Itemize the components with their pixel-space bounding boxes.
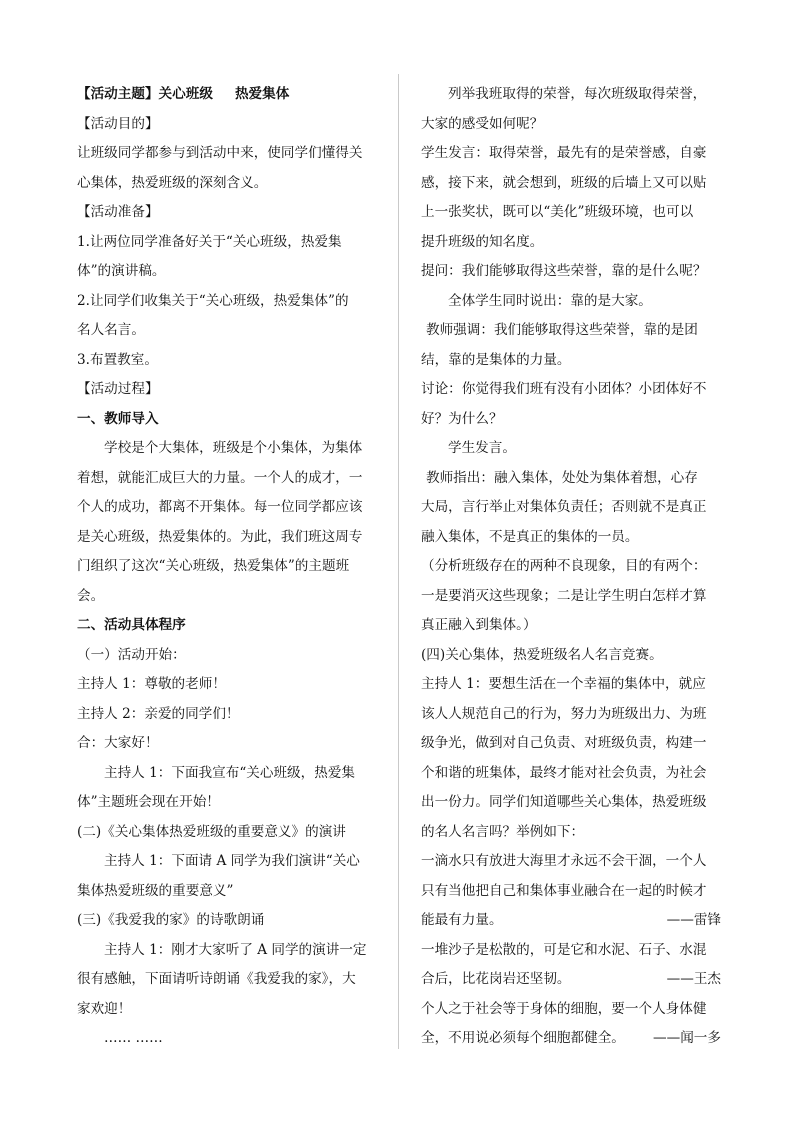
line-text: （分析班级存在的两种不良现象，目的有两个：: [421, 558, 707, 574]
text-line: [77, 375, 382, 405]
text-line: [77, 552, 382, 582]
text-line: [77, 906, 382, 936]
quote-attribution: ——雷锋: [666, 912, 721, 928]
text-line: [77, 493, 382, 523]
line-text: 真正融入到集体。）: [421, 617, 537, 633]
text-line: [421, 906, 721, 936]
line-text: 感，接下来，就会想到，班级的后墙上又可以贴: [421, 174, 707, 191]
line-text: 很有感触，下面请听诗朗诵《我爱我的家》，大: [77, 971, 356, 987]
line-text: 全，不用说必须每个细胞都健全。: [421, 1030, 625, 1046]
text-line: [77, 346, 382, 376]
line-text: 家欢迎！: [77, 1000, 132, 1017]
text-line: [421, 464, 721, 494]
text-line: [421, 788, 721, 818]
line-text: 主持人 1：刚才大家听了 A 同学的演讲一定: [104, 941, 367, 958]
line-text: 一滴水只有放进大海里才永远不会干涸，一个人: [421, 853, 707, 869]
line-text: 一是要消灭这些现象；二是让学生明白怎样才算: [421, 587, 707, 604]
line-text: 融入集体，不是真正的集体的一员。: [421, 528, 639, 545]
line-text: 出一份力。同学们知道哪些关心集体，热爱班级: [421, 794, 707, 810]
line-text: 好？为什么？: [421, 410, 503, 427]
line-text: 主持人 2：亲爱的同学们！: [77, 705, 240, 722]
text-line: [421, 877, 721, 907]
line-text: 上一张奖状，既可以“美化”班级环境，也可以: [421, 204, 694, 220]
column-divider: [398, 74, 399, 1049]
text-line: [77, 228, 382, 258]
line-text: 合后，比花岗岩还坚韧。: [421, 971, 571, 987]
text-line: [77, 729, 382, 759]
line-text: 主持人 1：下面我宣布“关心班级，热爱集: [104, 764, 356, 781]
text-line: [421, 582, 721, 612]
line-text: 门组织了这次“关心班级，热爱集体”的主题班: [77, 558, 350, 574]
text-line: [421, 759, 721, 789]
text-line: [421, 670, 721, 700]
text-line: [77, 788, 382, 818]
text-line: [77, 80, 382, 110]
text-line: [421, 1024, 721, 1054]
text-line: [421, 434, 721, 464]
line-text: 3.布置教室。: [77, 351, 158, 368]
line-text: (四)关心集体，热爱班级名人名言竞赛。: [421, 646, 663, 663]
text-line: [77, 316, 382, 346]
line-text: 体”主题班会现在开始！: [77, 794, 220, 810]
line-text: 个和谐的班集体，最终才能对社会负责，为社会: [421, 764, 707, 781]
line-text: 教师强调：我们能够取得这些荣誉，靠的是团: [426, 322, 698, 338]
text-line: [77, 995, 382, 1025]
text-line: [77, 110, 382, 140]
text-line: [421, 493, 721, 523]
text-line: [421, 995, 721, 1025]
text-line: [421, 818, 721, 848]
line-text: 1.让两位同学准备好关于“关心班级，热爱集: [77, 233, 342, 250]
line-text: 会。: [77, 587, 105, 604]
right-column: [421, 80, 721, 1054]
line-text: 合：大家好！: [77, 735, 159, 751]
text-line: [77, 405, 382, 435]
line-text: 该人人规范自己的行为，努力为班级出力、为班: [421, 705, 707, 722]
text-line: [421, 729, 721, 759]
line-text: 是关心班级，热爱集体的。为此，我们班这周专: [77, 528, 363, 545]
text-line: [421, 936, 721, 966]
line-text: 心集体，热爱班级的深刻含义。: [77, 174, 268, 191]
line-text: 着想，就能汇成巨大的力量。一个人的成才，一: [77, 469, 363, 486]
line-text: 一堆沙子是松散的，可是它和水泥、石子、水混: [421, 941, 707, 958]
text-line: [421, 228, 721, 258]
text-line: [421, 169, 721, 199]
line-text: 个人的成功，都离不开集体。每一位同学都应该: [77, 499, 363, 515]
text-line: [77, 818, 382, 848]
line-text: 体”的演讲稿。: [77, 263, 166, 279]
line-text: 让班级同学都参与到活动中来，使同学们懂得关: [77, 145, 363, 161]
line-text: 全体学生同时说出：靠的是大家。: [448, 292, 652, 309]
text-line: [77, 611, 382, 641]
text-line: [421, 110, 721, 140]
title-extra: 热爱集体: [234, 86, 290, 102]
line-text: 一、教师导入: [77, 410, 159, 427]
text-line: [421, 257, 721, 287]
line-text: …… ……: [104, 1030, 163, 1046]
text-line: [421, 346, 721, 376]
line-text: （一）活动开始：: [77, 646, 186, 663]
text-line: [77, 1024, 382, 1054]
text-line: [77, 198, 382, 228]
text-line: [421, 139, 721, 169]
line-text: 名人名言。: [77, 322, 145, 338]
text-line: [421, 523, 721, 553]
line-text: 提升班级的知名度。: [421, 233, 544, 250]
line-text: 【活动过程】: [77, 381, 159, 397]
text-line: [77, 936, 382, 966]
text-line: [77, 523, 382, 553]
line-text: 个人之于社会等于身体的细胞，要一个人身体健: [421, 1000, 707, 1017]
text-line: [77, 464, 382, 494]
text-line: [421, 641, 721, 671]
text-line: [77, 965, 382, 995]
text-line: [421, 405, 721, 435]
text-line: [421, 700, 721, 730]
line-text: 教师指出：融入集体，处处为集体着想，心存: [426, 469, 698, 486]
text-line: [421, 611, 721, 641]
text-line: [77, 257, 382, 287]
text-line: [77, 641, 382, 671]
quote-attribution: ——王杰: [666, 971, 721, 987]
text-line: [77, 139, 382, 169]
text-line: [77, 847, 382, 877]
line-text: 结，靠的是集体的力量。: [421, 351, 571, 368]
text-line: [421, 316, 721, 346]
line-text: 【活动目的】: [77, 115, 159, 132]
line-text: 的名人名言吗？举例如下：: [421, 823, 585, 840]
line-text: 只有当他把自己和集体事业融合在一起的时候才: [421, 882, 707, 899]
text-line: [421, 198, 721, 228]
text-line: [77, 759, 382, 789]
text-line: [77, 287, 382, 317]
left-column: [77, 80, 382, 1054]
line-text: 主持人 1：要想生活在一个幸福的集体中，就应: [421, 676, 706, 692]
text-line: [421, 847, 721, 877]
text-line: [421, 375, 721, 405]
text-line: [421, 965, 721, 995]
line-text: 学生发言：取得荣誉，最先有的是荣誉感，自豪: [421, 145, 707, 161]
line-text: 学校是个大集体，班级是个小集体，为集体: [104, 440, 363, 456]
text-line: [421, 287, 721, 317]
quote-attribution: ——闻一多: [653, 1030, 721, 1046]
text-line: [77, 670, 382, 700]
text-line: [421, 552, 721, 582]
text-line: [77, 434, 382, 464]
line-text: (三)《我爱我的家》的诗歌朗诵: [77, 912, 265, 928]
text-line: [77, 877, 382, 907]
line-text: 学生发言。: [448, 440, 516, 456]
text-line: [77, 169, 382, 199]
line-text: 集体热爱班级的重要意义”: [77, 882, 234, 899]
line-text: 能最有力量。: [421, 912, 503, 928]
line-text: 二、活动具体程序: [77, 617, 186, 633]
text-line: [77, 700, 382, 730]
line-text: 大局，言行举止对集体负责任；否则就不是真正: [421, 499, 707, 515]
line-text: 主持人 1：尊敬的老师！: [77, 676, 226, 692]
line-text: 【活动准备】: [77, 204, 159, 220]
line-text: 大家的感受如何呢？: [421, 115, 544, 132]
line-text: 级争光，做到对自己负责、对班级负责，构建一: [421, 735, 707, 751]
line-text: 讨论：你觉得我们班有没有小团体？小团体好不: [421, 381, 707, 397]
line-text: 提问：我们能够取得这些荣誉，靠的是什么呢？: [421, 263, 707, 279]
text-line: [421, 80, 721, 110]
text-line: [77, 582, 382, 612]
line-text: 主持人 1：下面请 A 同学为我们演讲“关心: [104, 853, 360, 869]
line-text: 列举我班取得的荣誉，每次班级取得荣誉，: [448, 86, 707, 102]
line-text: (二)《关心集体热爱班级的重要意义》的演讲: [77, 823, 346, 840]
line-text: 2.让同学们收集关于“关心班级，热爱集体”的: [77, 292, 349, 309]
line-text: 【活动主题】关心班级: [77, 86, 213, 102]
